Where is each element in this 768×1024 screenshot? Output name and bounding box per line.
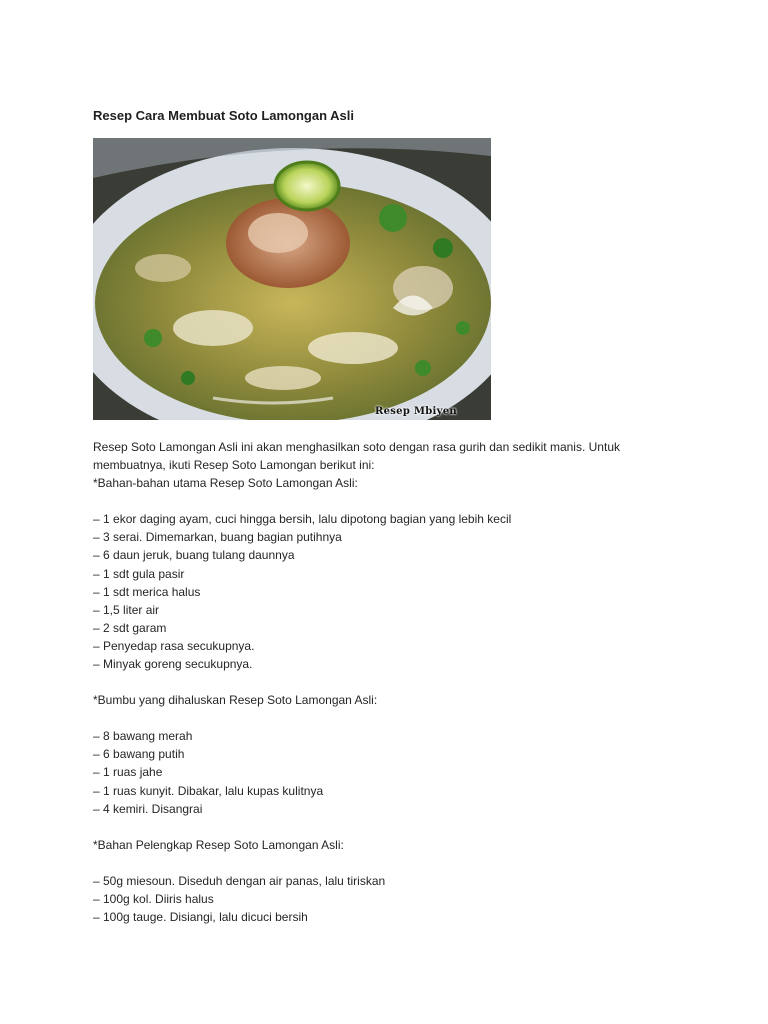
list-item: – 1 ekor daging ayam, cuci hingga bersih, lalu dipotong bagian yang lebih kecil bbox=[93, 512, 512, 527]
list-item: – 1 sdt merica halus bbox=[93, 584, 201, 599]
list-item: – 3 serai. Dimemarkan, buang bagian putihnya bbox=[93, 530, 342, 545]
soto-photo bbox=[93, 138, 491, 420]
list-item: – Minyak goreng secukupnya. bbox=[93, 657, 253, 672]
recipe-body bbox=[93, 438, 713, 926]
image-watermark: Resep Mbiyen bbox=[374, 406, 457, 417]
soto-bowl-image bbox=[93, 138, 491, 420]
list-item: – Penyedap rasa secukupnya. bbox=[93, 638, 255, 653]
spacer bbox=[93, 492, 713, 510]
section-heading-complements: *Bahan Pelengkap Resep Soto Lamongan Asli: bbox=[93, 837, 344, 852]
list-item: – 8 bawang merah bbox=[93, 729, 193, 744]
document-title: Resep Cara Membuat Soto Lamongan Asli bbox=[93, 108, 355, 123]
spacer bbox=[93, 709, 713, 727]
spacer bbox=[93, 818, 713, 836]
list-item: – 100g tauge. Disiangi, lalu dicuci bersih bbox=[93, 909, 308, 924]
intro-line-1: Resep Soto Lamongan Asli ini akan menghasilkan soto dengan rasa gurih dan sedikit manis. Untuk bbox=[93, 440, 620, 454]
complements-list bbox=[93, 872, 713, 926]
list-item: – 6 daun jeruk, buang tulang daunnya bbox=[93, 548, 295, 563]
list-item: – 1 ruas kunyit. Dibakar, lalu kupas kulitnya bbox=[93, 783, 324, 798]
list-item: – 100g kol. Diiris halus bbox=[93, 891, 214, 906]
main-ingredients-list bbox=[93, 510, 713, 673]
list-item: – 1 sdt gula pasir bbox=[93, 566, 185, 581]
section-heading-main-ingredients: *Bahan-bahan utama Resep Soto Lamongan Asli: bbox=[93, 476, 358, 491]
list-item: – 1,5 liter air bbox=[93, 602, 160, 617]
section-heading-spice-paste: *Bumbu yang dihaluskan Resep Soto Lamongan Asli: bbox=[93, 693, 378, 708]
spacer bbox=[93, 854, 713, 872]
spacer bbox=[93, 673, 713, 691]
intro-line-2: membuatnya, ikuti Resep Soto Lamongan berikut ini: bbox=[93, 458, 375, 473]
list-item: – 50g miesoun. Diseduh dengan air panas, lalu tiriskan bbox=[93, 873, 386, 888]
list-item: – 1 ruas jahe bbox=[93, 765, 163, 780]
spice-paste-list bbox=[93, 727, 713, 817]
list-item: – 6 bawang putih bbox=[93, 747, 185, 762]
list-item: – 2 sdt garam bbox=[93, 620, 167, 635]
list-item: – 4 kemiri. Disangrai bbox=[93, 801, 203, 816]
